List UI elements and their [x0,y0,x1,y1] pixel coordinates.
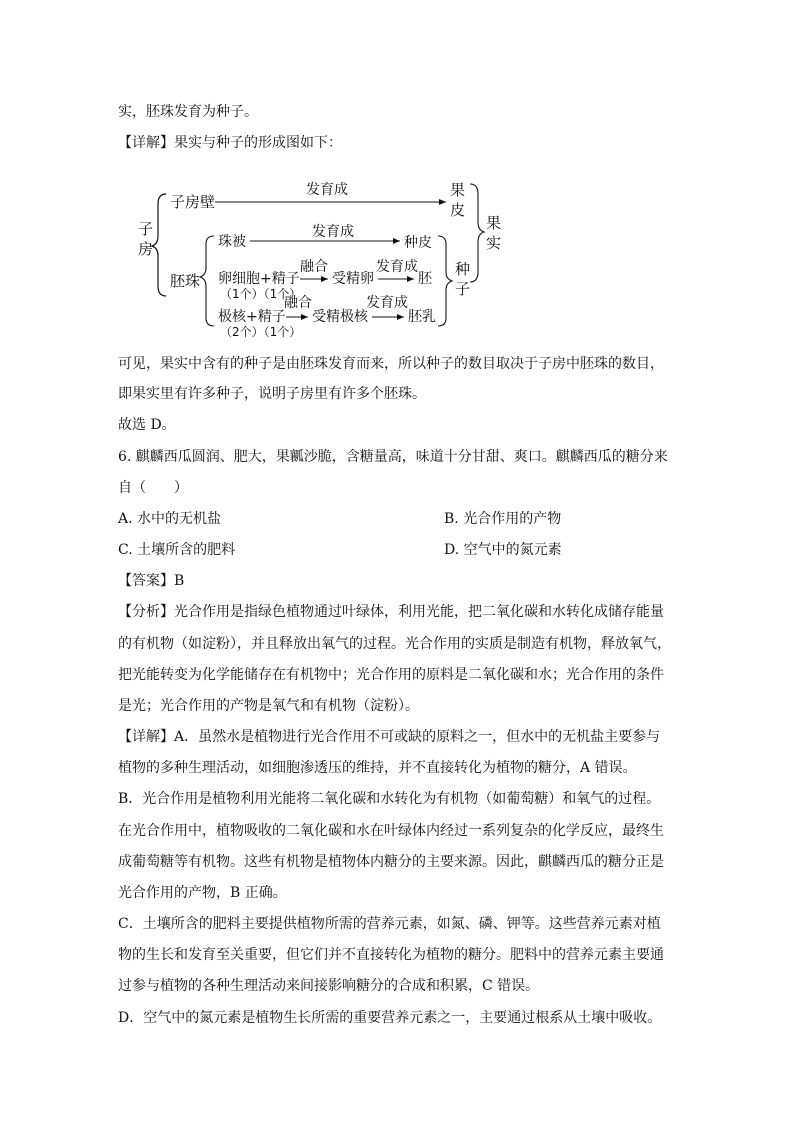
luan-count-label: （1个）（1个） [220,287,302,301]
detail-line: 物的生长和发育至关重要，但它们并不直接转化为植物的糖分。肥料中的营养元素主要通 [118,947,664,963]
jihe-label: 极核+精子 [218,309,286,325]
detail-line: 【详解】A．虽然水是植物进行光合作用不可或缺的原料之一，但水中的无机盐主要参与 [118,729,661,745]
question-text: 6. 麒麟西瓜圆润、肥大，果瓤沙脆，含糖量高，味道十分甘甜、爽口。麒麟西瓜的糖分来 [118,449,668,465]
ronghe-label-2: 融合 [284,295,312,311]
seed-brace [438,236,452,326]
zhubei-label: 珠被 [218,234,246,250]
question-text: 自（ ） [118,480,188,496]
guopi-char-1: 果 [450,181,466,199]
luanxibao-label: 卵细胞+精子 [218,271,300,287]
answer-line: 【答案】B [118,573,185,589]
analysis-line: 【分析】光合作用是指绿色植物通过叶绿体，利用光能，把二氧化碳和水转化成储存能量 [118,604,664,620]
fayucheng-label: 发育成 [306,182,348,198]
detail-line: B．光合作用是植物利用光能将二氧化碳和水转化为有机物（如葡萄糖）和氧气的过程。 [118,791,661,807]
detail-line: 光合作用的产物，B 正确。 [118,885,287,901]
peizhu-label: 胚珠 [170,272,201,290]
pei-label: 胚 [418,271,432,287]
left-brace [152,194,166,296]
zhongzi-char-2: 子 [455,280,471,298]
fayucheng-label-2: 发育成 [312,224,354,240]
zifangbi-label: 子房壁 [170,193,216,211]
guopi-char-2: 皮 [450,201,466,219]
analysis-line: 是光；光合作用的产物是氧气和有机物（淀粉）。 [118,698,419,714]
peiru-label: 胚乳 [408,309,436,325]
shoujingluan-label: 受精卵 [332,271,374,287]
zhongzi-char-1: 种 [455,260,471,278]
detail-line: 过参与植物的各种生理活动来间接影响糖分的合成和积累，C 错误。 [118,978,540,994]
jihe-count-label: （2个）（1个） [220,325,302,339]
text-line: 即果实里有许多种子，说明子房里有许多个胚珠。 [118,386,426,402]
analysis-line: 把光能转变为化学能储存在有机物中；光合作用的原料是二氧化碳和水；光合作用的条件 [118,667,664,683]
analysis-line: 的有机物（如淀粉），并且释放出氧气的过程。光合作用的实质是制造有机物，释放氧气， [118,636,671,652]
guoshi-char-2: 实 [486,234,502,252]
fayucheng-label-4: 发育成 [366,295,408,311]
shoujingjihe-label: 受精极核 [312,309,368,325]
option-c: C. 土壤所含的肥料 [118,542,236,558]
ronghe-label: 融合 [300,259,328,275]
detail-line: D．空气中的氮元素是植物生长所需的重要营养元素之一，主要通过根系从土壤中吸收。 [118,1010,662,1026]
text-line: 故选 D。 [118,417,176,433]
text-line: 可见，果实中含有的种子是由胚珠发育而来，所以种子的数目取决于子房中胚珠的数目， [118,356,664,372]
zifang-char-1: 子 [138,220,154,238]
detail-line: 在光合作用中，植物吸收的二氧化碳和水在叶绿体内经过一系列复杂的化学反应，最终生 [118,823,664,839]
option-b: B. 光合作用的产物 [444,511,562,527]
detail-line: 植物的多种生理活动，如细胞渗透压的维持，并不直接转化为植物的糖分，A 错误。 [118,760,637,776]
detail-line: 成葡萄糖等有机物。这些有机物是植物体内糖分的主要来源。因此，麒麟西瓜的糖分正是 [118,854,664,870]
option-a: A. 水中的无机盐 [118,511,222,527]
fruit-brace [470,184,484,282]
fayucheng-label-3: 发育成 [376,259,418,275]
zhongpi-label: 种皮 [404,235,432,251]
guoshi-char-1: 果 [486,214,502,232]
option-d: D. 空气中的氮元素 [444,542,562,558]
text-line: 【详解】果实与种子的形成图如下： [118,135,342,151]
zifang-char-2: 房 [138,240,154,258]
text-line: 实，胚珠发育为种子。 [118,104,258,120]
detail-line: C．土壤所含的肥料主要提供植物所需的营养元素，如氮、磷、钾等。这些营养元素对植 [118,916,661,932]
inner-brace [200,236,214,326]
